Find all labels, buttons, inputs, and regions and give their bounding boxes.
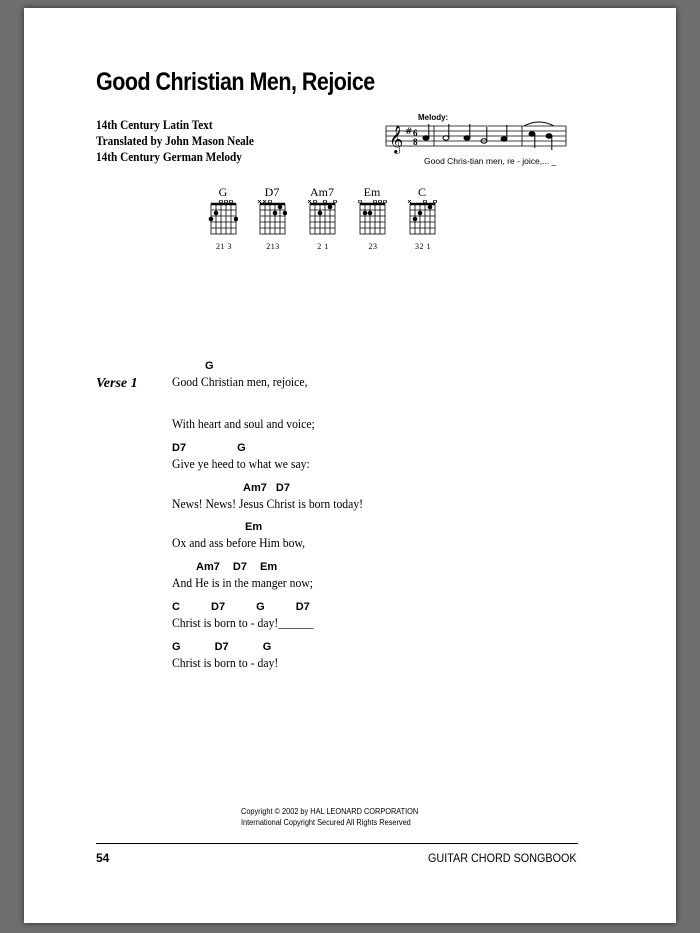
credit-translator: Translated by John Mason Neale bbox=[96, 134, 254, 148]
svg-text:#: # bbox=[405, 127, 413, 137]
lyric-line-5: Ox and ass before Him bow, bbox=[172, 535, 306, 550]
lyric-line-6: And He is in the manger now; bbox=[172, 575, 314, 590]
chord-diagram-name: C bbox=[417, 185, 426, 199]
chord-line-7: C D7 G D7 bbox=[172, 601, 310, 613]
svg-text:6: 6 bbox=[413, 128, 418, 138]
fretboard-icon bbox=[357, 200, 387, 240]
lyric-line-1: Good Christian men, rejoice, bbox=[172, 374, 308, 389]
lyric-line-4: News! News! Jesus Christ is born today! bbox=[172, 496, 364, 511]
melody-lyric: Good Chris-tian men, re - joice,... _ bbox=[424, 156, 557, 166]
chord-line-3: D7 G bbox=[172, 442, 246, 454]
lyric-line-2: With heart and soul and voice; bbox=[172, 416, 315, 431]
melody-label: Melody: bbox=[418, 113, 449, 122]
chord-diagram-d7 bbox=[257, 185, 287, 251]
chord-diagram-fingers: 2 1 bbox=[317, 242, 329, 251]
credit-text: 14th Century Latin Text bbox=[96, 118, 213, 132]
chord-line-8: G D7 G bbox=[172, 641, 272, 653]
chord-diagram-g bbox=[208, 185, 238, 251]
chord-diagram-fingers: 23 bbox=[368, 242, 378, 251]
credit-melody: 14th Century German Melody bbox=[96, 150, 242, 164]
chord-diagram-name: Am7 bbox=[310, 185, 334, 199]
chord-diagram-c bbox=[407, 185, 437, 251]
fretboard-icon bbox=[257, 200, 287, 240]
fretboard-icon bbox=[407, 200, 437, 240]
lyric-line-3: Give ye heed to what we say: bbox=[172, 456, 310, 471]
svg-text:8: 8 bbox=[413, 137, 418, 147]
chord-line-5: Em bbox=[245, 521, 263, 533]
chord-diagram-name: Em bbox=[363, 185, 381, 199]
book-title: GUITAR CHORD SONGBOOK bbox=[428, 851, 577, 865]
chord-diagram-name: D7 bbox=[264, 185, 280, 199]
chord-diagram-name: G bbox=[218, 185, 228, 199]
chord-diagram-fingers: 32 1 bbox=[415, 242, 431, 251]
song-title: Good Christian Men, Rejoice bbox=[96, 68, 375, 96]
chord-diagram-fingers: 21 3 bbox=[216, 242, 232, 251]
footer-rule bbox=[96, 843, 578, 844]
chord-diagram-em bbox=[357, 185, 387, 251]
chord-line-6: Am7 D7 Em bbox=[196, 561, 278, 573]
chord-line-1: G bbox=[205, 360, 214, 372]
lyric-line-7: Christ is born to - day!______ bbox=[172, 615, 314, 630]
chord-line-4: Am7 D7 bbox=[243, 482, 290, 494]
lyric-line-8: Christ is born to - day! bbox=[172, 655, 279, 670]
sheet-page bbox=[24, 8, 676, 923]
treble-clef-icon: 𝄞 bbox=[389, 125, 404, 153]
fretboard-icon bbox=[208, 200, 238, 240]
chord-diagram-fingers: 213 bbox=[266, 242, 280, 251]
copyright-line-1: Copyright © 2002 by HAL LEONARD CORPORATION bbox=[241, 807, 419, 816]
copyright-line-2: International Copyright Secured All Rights Reserved bbox=[241, 818, 411, 827]
page-number: 54 bbox=[96, 851, 110, 865]
chord-diagram-am7 bbox=[307, 185, 337, 251]
fretboard-icon bbox=[307, 200, 337, 240]
verse-label: Verse 1 bbox=[96, 376, 138, 391]
